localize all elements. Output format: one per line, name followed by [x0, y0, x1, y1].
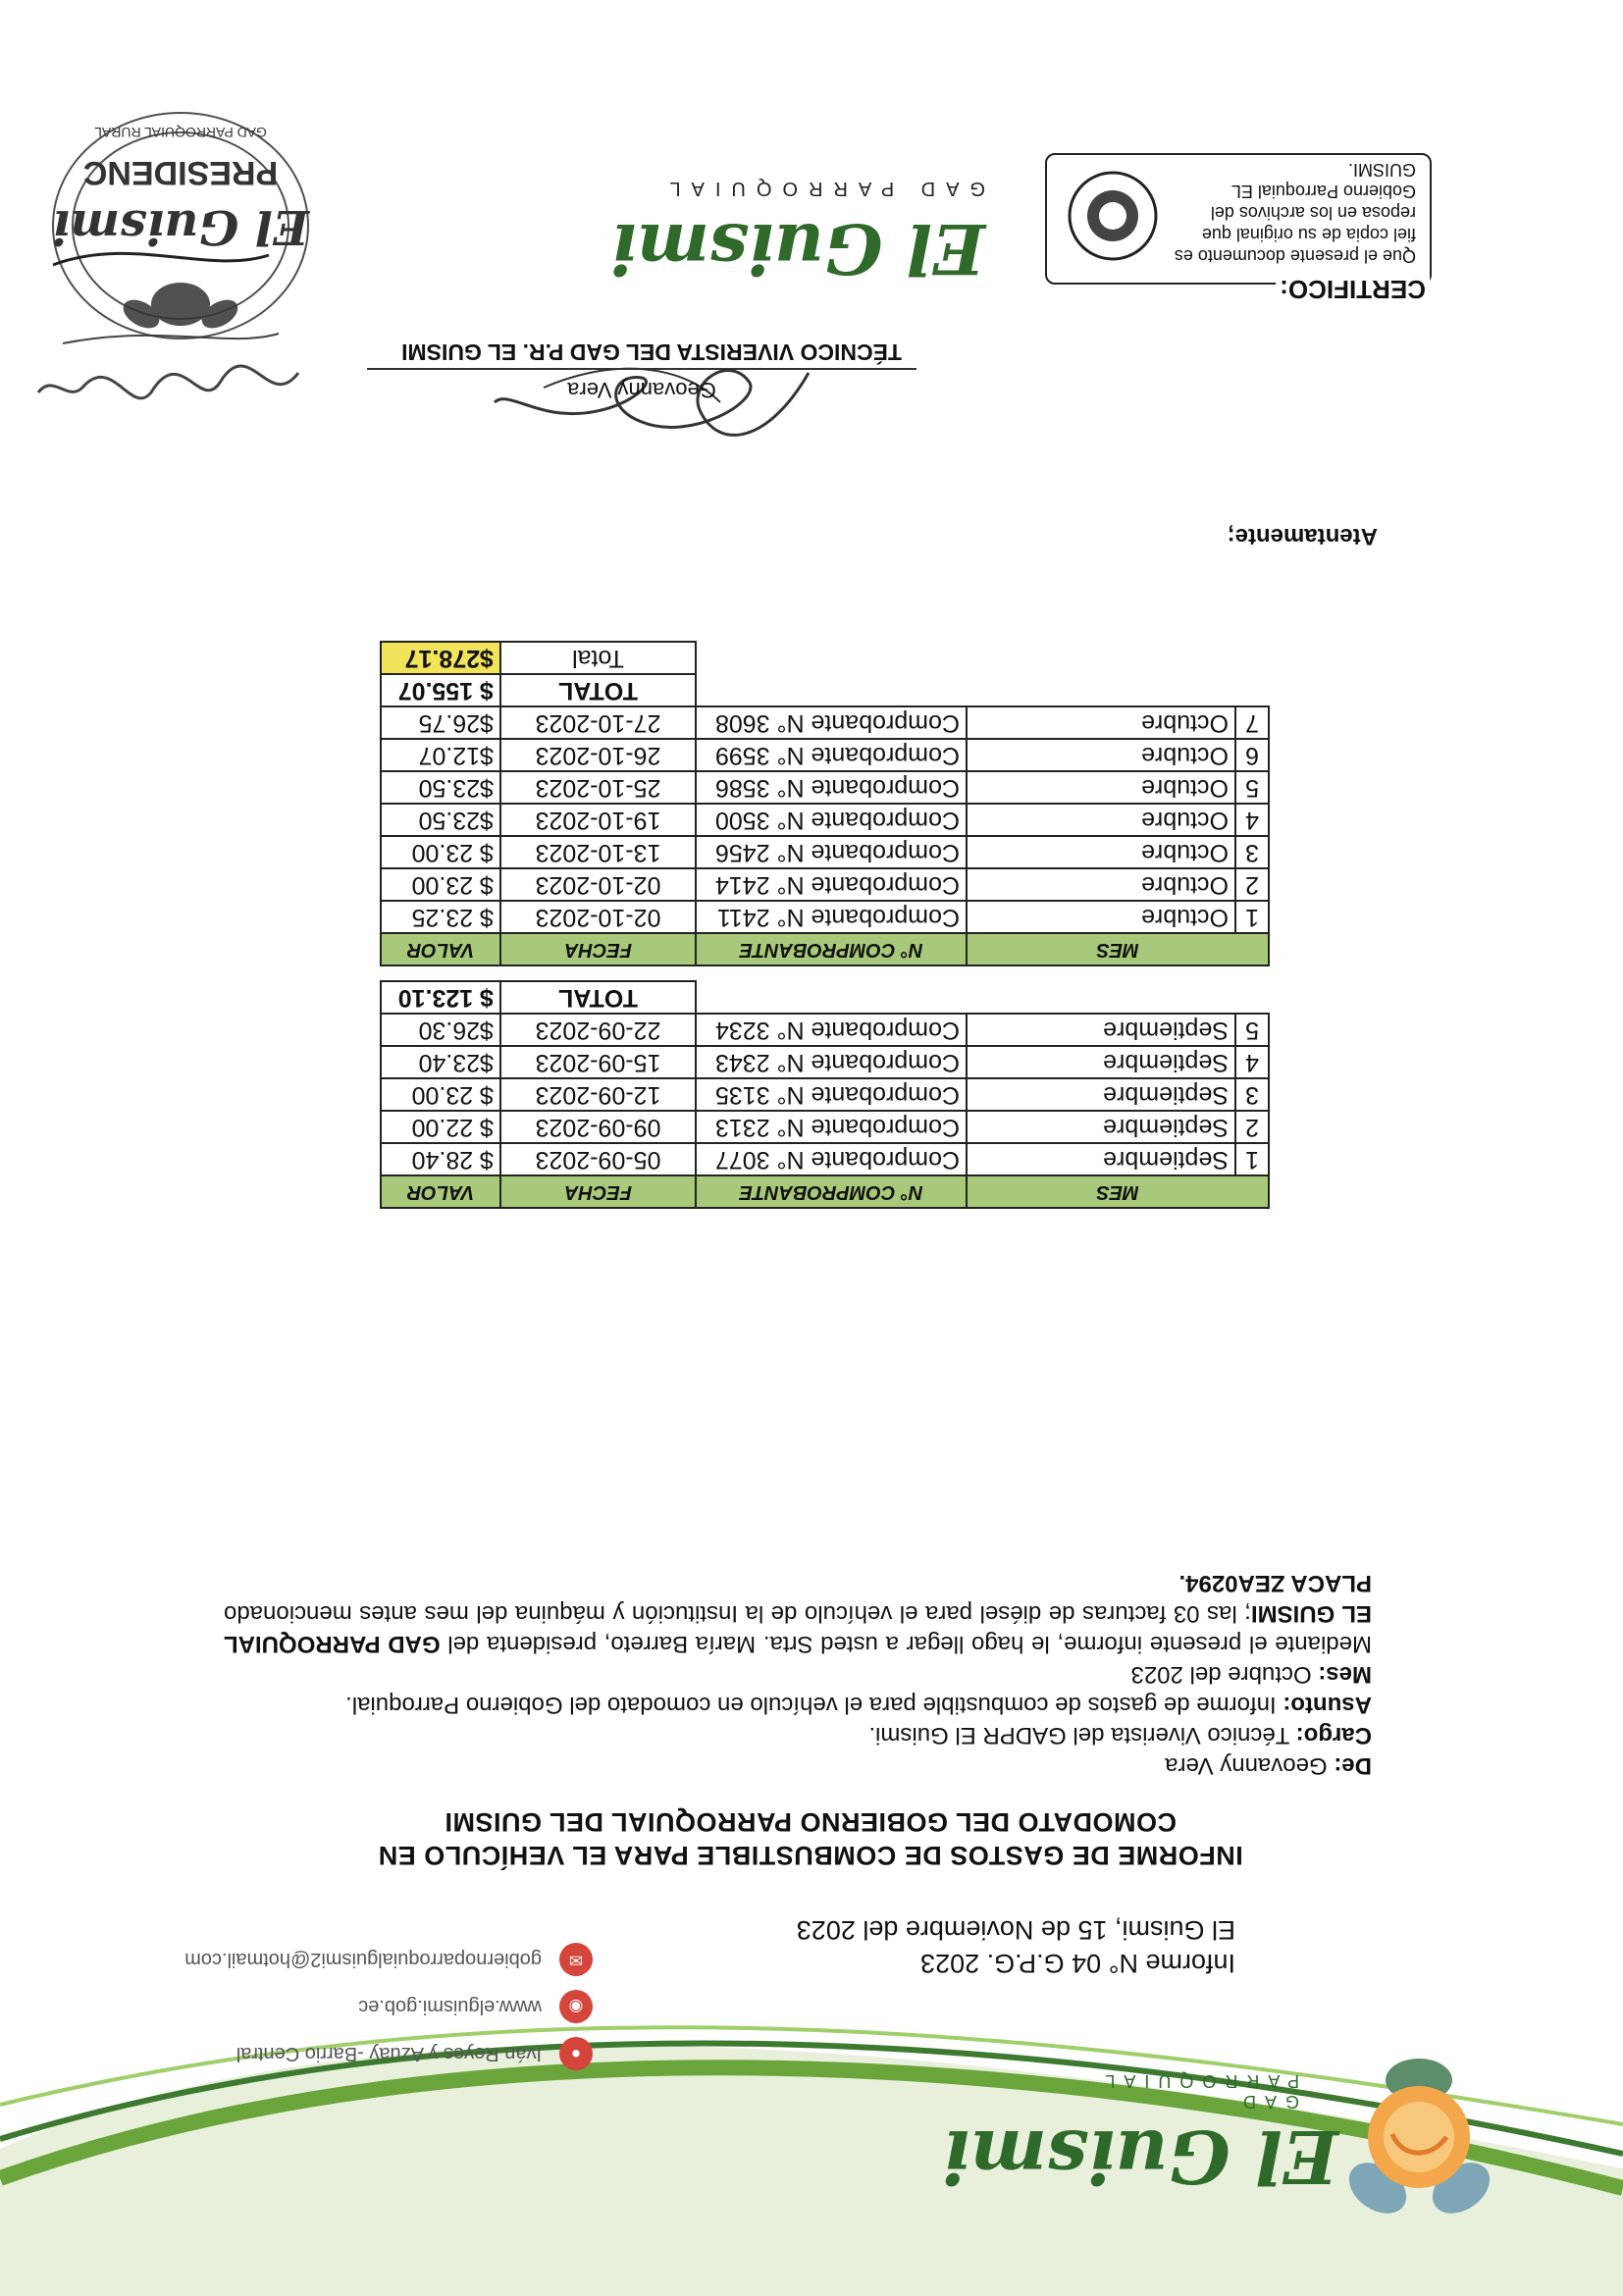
cell-comprobante: Comprobante N° 3586 [696, 771, 967, 804]
position-value: Técnico Viverista del GADPR El Guismi. [868, 1722, 1290, 1748]
presidency-stamp [14, 78, 328, 373]
cell-mes: Octubre [967, 739, 1235, 771]
cell-fecha: 15-09-2023 [500, 1046, 696, 1078]
table-row [381, 1078, 1269, 1111]
cell-mes: Octubre [967, 771, 1235, 804]
row-number: 3 [1235, 1078, 1269, 1111]
cell-mes: Octubre [967, 868, 1235, 901]
row-number: 2 [1235, 868, 1269, 901]
month-label: Mes: [1318, 1661, 1372, 1688]
letter-body [224, 1568, 1372, 1781]
stamp-role-text: PRESIDENC [82, 154, 279, 191]
row-number: 3 [1235, 836, 1269, 868]
contact-text: Iván Reyes y Azuay -Barrio Central [236, 2043, 542, 2064]
row-number: 4 [1235, 804, 1269, 836]
stamp-ring-text: GAD PARROQUIAL RURAL [94, 125, 267, 140]
col-header-valor: VALOR [381, 933, 500, 965]
total-label: TOTAL [500, 981, 696, 1014]
stamp-main-text: El Guismi [52, 199, 309, 254]
row-number: 2 [1235, 1111, 1269, 1143]
cell-valor: $ 23.00 [381, 1078, 500, 1111]
report-meta [797, 1913, 1235, 1980]
row-number: 1 [1235, 901, 1269, 933]
cell-valor: $ 22.00 [381, 1111, 500, 1143]
cell-comprobante: Comprobante N° 3077 [696, 1143, 967, 1175]
row-number: 5 [1235, 1014, 1269, 1046]
table-row [381, 836, 1269, 868]
row-number: 4 [1235, 1046, 1269, 1078]
table-row [381, 1143, 1269, 1175]
col-header-fecha: FECHA [500, 1175, 696, 1208]
subject-label: Asunto: [1283, 1692, 1372, 1718]
cell-fecha: 09-09-2023 [500, 1111, 696, 1143]
table-row [381, 706, 1269, 739]
table-row [381, 771, 1269, 804]
cell-mes: Septiembre [967, 1046, 1235, 1078]
closing-salutation: Atentamente; [1227, 523, 1378, 549]
cell-valor: $ 23.00 [381, 868, 500, 901]
cell-fecha: 25-10-2023 [500, 771, 696, 804]
cell-valor: $ 23.00 [381, 836, 500, 868]
expenses-table-octubre [380, 641, 1270, 966]
contact-email[interactable] [43, 1941, 593, 1976]
header-logo [942, 2031, 1505, 2227]
table-row [381, 739, 1269, 771]
cell-fecha: 02-10-2023 [500, 868, 696, 901]
cell-fecha: 12-09-2023 [500, 1078, 696, 1111]
cell-valor: $26.75 [381, 706, 500, 739]
letter-from [224, 1750, 1372, 1781]
certification-text: Que el presente documento es fiel copia de su original que reposa en los archivos del Gobierno Parroquial EL GUISMI. [1174, 160, 1416, 266]
table-row [381, 868, 1269, 901]
logo-wordmark: El Guismi [942, 2113, 1338, 2198]
cell-fecha: 22-09-2023 [500, 1014, 696, 1046]
table-header-row [381, 1175, 1269, 1208]
cell-valor: $23.50 [381, 771, 500, 804]
cell-mes: Octubre [967, 804, 1235, 836]
cell-mes: Septiembre [967, 1078, 1235, 1111]
seal-icon [1066, 169, 1160, 263]
table-row [381, 1014, 1269, 1046]
signer-name: Geovanny Vera [567, 378, 716, 402]
table-row [381, 804, 1269, 836]
letter-subject [224, 1690, 1372, 1720]
table-row [381, 1046, 1269, 1078]
col-header-comprobante: N° COMPROBANTE [696, 933, 967, 965]
cell-comprobante: Comprobante N° 3599 [696, 739, 967, 771]
table-row [381, 901, 1269, 933]
col-header-comprobante: N° COMPROBANTE [696, 1175, 967, 1208]
cell-comprobante: Comprobante N° 3500 [696, 804, 967, 836]
grand-total-label: Total [500, 642, 696, 674]
table-total-row [381, 674, 1269, 706]
cell-mes: Septiembre [967, 1143, 1235, 1175]
subject-value: Informe de gastos de combustible para el vehículo en comodato del Gobierno Parroquial. [345, 1692, 1277, 1718]
letter-paragraph [224, 1568, 1372, 1659]
cell-fecha: 02-10-2023 [500, 901, 696, 933]
body-bold-text: GAD PARROQUIAL EL GUISMI [224, 1600, 1372, 1657]
blank-cell [696, 674, 1269, 706]
position-label: Cargo: [1295, 1722, 1372, 1748]
cell-valor: $23.50 [381, 804, 500, 836]
from-label: De: [1334, 1752, 1372, 1779]
cell-comprobante: Comprobante N° 2456 [696, 836, 967, 868]
report-place-date: El Guismi, 15 de Noviembre del 2023 [796, 1915, 1235, 1945]
body-text: ; las 03 facturas de diésel para el vehículo de la Institución y máquina del mes antes mencionado [223, 1600, 1251, 1627]
from-value: Geovanny Vera [1165, 1752, 1328, 1779]
cell-comprobante: Comprobante N° 2414 [696, 868, 967, 901]
signature-line [367, 368, 916, 370]
footer-logo-wordmark: El Guismi [610, 208, 985, 289]
col-header-mes: MES [967, 933, 1269, 965]
cell-mes: Octubre [967, 706, 1235, 739]
location-icon: ● [559, 2037, 593, 2070]
table-row [381, 1111, 1269, 1143]
cell-valor: $26.30 [381, 1014, 500, 1046]
total-value: $ 123.10 [381, 981, 500, 1014]
cell-valor: $12.07 [381, 739, 500, 771]
letter-position [224, 1720, 1372, 1750]
col-header-fecha: FECHA [500, 933, 696, 965]
cell-mes: Octubre [967, 836, 1235, 868]
grand-total-value: $278.17 [381, 642, 500, 674]
table-grand-total-row [381, 642, 1269, 674]
table-total-row [381, 981, 1269, 1014]
letter-month [224, 1659, 1372, 1690]
cell-comprobante: Comprobante N° 3135 [696, 1078, 967, 1111]
cell-fecha: 05-09-2023 [500, 1143, 696, 1175]
signer-role: TÉCNICO VIVERISTA DEL GAD P.R. EL GUISMI [401, 339, 902, 365]
row-number: 7 [1235, 706, 1269, 739]
orange-leaf-emblem-icon [1338, 2051, 1505, 2227]
cell-comprobante: Comprobante N° 2343 [696, 1046, 967, 1078]
certification-box [1045, 153, 1432, 304]
row-number: 1 [1235, 1143, 1269, 1175]
logo-subtitle: GAD PARROQUIAL [1096, 2071, 1299, 2112]
cell-mes: Septiembre [967, 1014, 1235, 1046]
cell-comprobante: Comprobante N° 3234 [696, 1014, 967, 1046]
certification-title: CERTIFICO: [1276, 274, 1430, 304]
table-header-row [381, 933, 1269, 965]
cell-fecha: 13-10-2023 [500, 836, 696, 868]
cell-fecha: 27-10-2023 [500, 706, 696, 739]
cell-mes: Septiembre [967, 1111, 1235, 1143]
cell-comprobante: Comprobante N° 2313 [696, 1111, 967, 1143]
cell-comprobante: Comprobante N° 3608 [696, 706, 967, 739]
report-title: INFORME DE GASTOS DE COMBUSTIBLE PARA EL VEHÍCULO EN COMODATO DEL GOBIERNO PARROQUIAL DEL GUISMI [378, 1807, 1243, 1870]
report-number: Informe N° 04 G.P.G. 2023 [920, 1949, 1235, 1978]
blank-cell [696, 642, 1269, 674]
expenses-table-septiembre [380, 980, 1270, 1209]
cell-comprobante: Comprobante N° 2411 [696, 901, 967, 933]
cell-valor: $ 23.25 [381, 901, 500, 933]
vehicle-plate: PLACA ZEA0294. [1178, 1570, 1372, 1596]
contact-text[interactable]: www.elguismi.gob.ec [358, 1996, 542, 2017]
cell-mes: Octubre [967, 901, 1235, 933]
row-number: 5 [1235, 771, 1269, 804]
body-text: Mediante el presente informe, le hago llegar a usted Srta. María Barreto, presidenta del [447, 1631, 1372, 1657]
col-header-valor: VALOR [381, 1175, 500, 1208]
footer-logo [612, 152, 985, 289]
cell-fecha: 19-10-2023 [500, 804, 696, 836]
col-header-mes: MES [967, 1175, 1269, 1208]
cell-valor: $ 28.40 [381, 1143, 500, 1175]
total-value: $ 155.07 [381, 674, 500, 706]
blank-cell [696, 981, 1269, 1014]
footer-logo-subtitle: GAD PARROQUIAL [658, 178, 985, 199]
mail-icon: ✉ [559, 1943, 593, 1976]
contact-list [43, 1929, 593, 2070]
cell-valor: $23.40 [381, 1046, 500, 1078]
contact-website[interactable] [43, 1988, 593, 2023]
total-label: TOTAL [500, 674, 696, 706]
contact-text[interactable]: gobiernoparroquialguismi2@hotmail.com [184, 1949, 542, 1970]
row-number: 6 [1235, 739, 1269, 771]
globe-icon: ◉ [559, 1990, 593, 2023]
cell-fecha: 26-10-2023 [500, 739, 696, 771]
month-value: Octubre del 2023 [1130, 1661, 1312, 1688]
contact-address [43, 2035, 593, 2070]
